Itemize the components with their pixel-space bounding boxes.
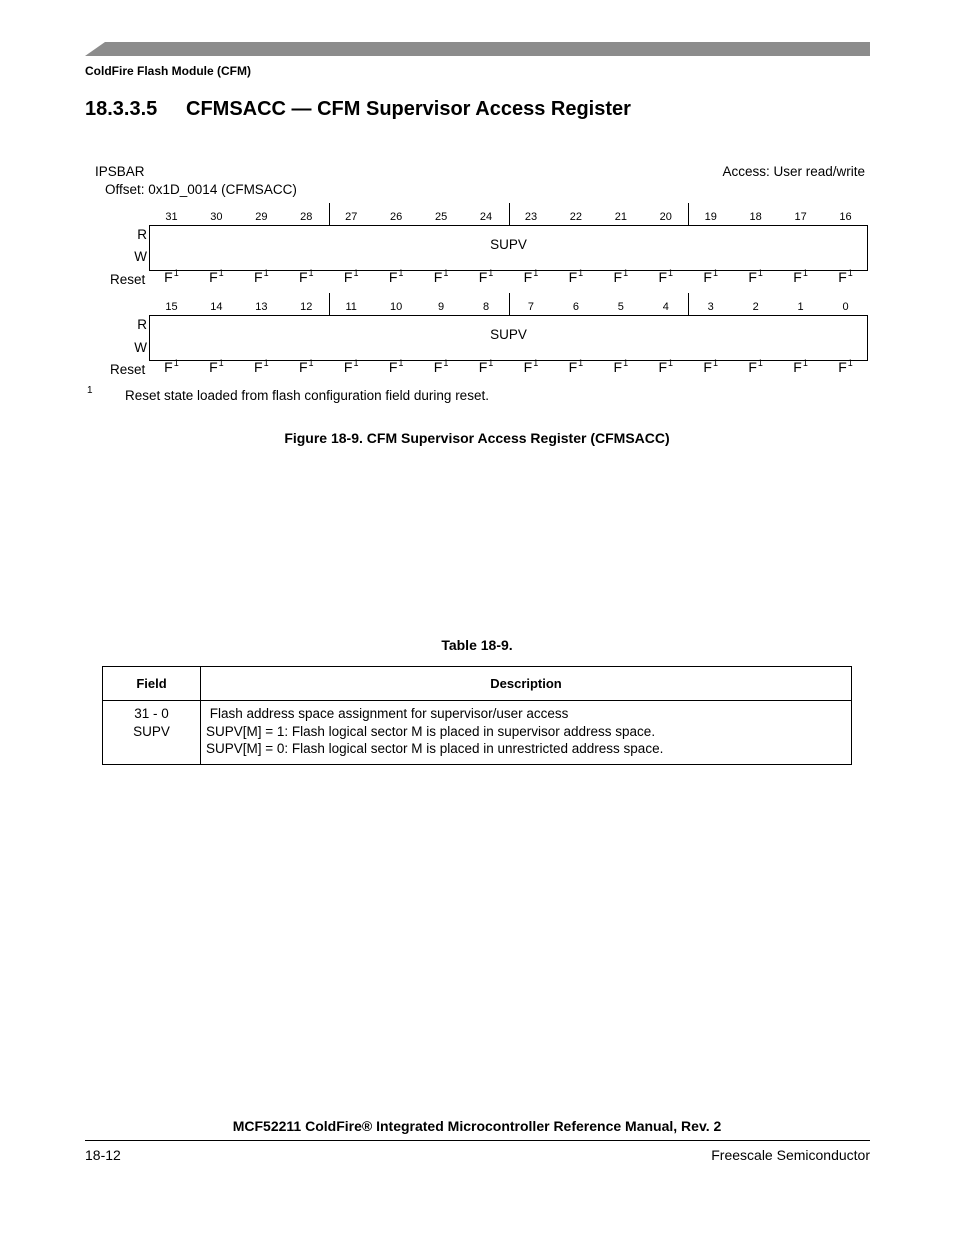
reset-footnote-ref: 1 [712, 358, 719, 368]
lower-register-box [149, 315, 868, 361]
lower-field-supv: SUPV [490, 327, 527, 342]
bit-number: 4 [662, 301, 669, 313]
nibble-divider [509, 293, 510, 315]
reset-value [793, 359, 808, 375]
reset-footnote-ref: 1 [353, 358, 359, 368]
reset-value-text: F [793, 359, 802, 375]
bit-number: 15 [165, 301, 178, 313]
bit-number: 21 [614, 211, 627, 223]
reset-footnote-ref: 1 [533, 358, 539, 368]
reset-value [658, 359, 673, 375]
reset-value [524, 359, 539, 375]
reset-value-text: F [298, 359, 308, 375]
reset-footnote-ref: 1 [443, 358, 449, 368]
bit-number: 19 [704, 211, 717, 223]
table-header-row [103, 667, 852, 701]
bit-number: 0 [842, 301, 849, 313]
reset-value [658, 269, 673, 285]
reset-value-text: F [523, 269, 533, 285]
reset-value [569, 269, 584, 285]
reset-footnote-ref: 1 [218, 358, 224, 368]
reset-value-text: F [748, 359, 757, 375]
reset-value [254, 359, 269, 375]
reset-footnote-ref: 1 [443, 268, 449, 278]
reset-footnote-ref: 1 [623, 358, 629, 368]
reset-value [389, 269, 404, 285]
reset-value [344, 359, 359, 375]
reset-footnote-ref: 1 [623, 268, 629, 278]
lower-reset-label: Reset [110, 362, 146, 377]
nibble-divider [509, 203, 510, 225]
upper-field-supv: SUPV [490, 237, 527, 252]
reset-value-text: F [658, 269, 668, 285]
reset-value-text: F [568, 269, 578, 285]
reset-value-text: F [388, 359, 398, 375]
description-line: SUPV[M] = 0: Flash logical sector M is placed in unrestricted address space. [206, 741, 664, 756]
bit-number: 23 [524, 211, 538, 223]
bit-number: 18 [749, 211, 762, 223]
reset-footnote-ref: 1 [398, 268, 404, 278]
reset-value [209, 359, 224, 375]
reset-value-text: F [209, 359, 218, 375]
bit-number: 12 [300, 301, 313, 313]
write-label-lower: W [134, 340, 147, 355]
header-bar [85, 42, 870, 56]
section-title [85, 98, 631, 121]
bit-number: 28 [300, 211, 313, 223]
bit-number: 14 [210, 301, 223, 313]
reset-footnote-ref: 1 [353, 268, 359, 278]
description-line: Flash address space assignment for supervisor/user access [206, 706, 569, 721]
reset-footnote-ref: 1 [308, 358, 314, 368]
bit-number: 6 [572, 301, 579, 313]
register-access: Access: User read/write [722, 164, 865, 179]
reset-value-text: F [523, 359, 533, 375]
reset-footnote-ref: 1 [802, 358, 808, 368]
reset-value-text: F [658, 359, 668, 375]
reset-footnote-ref: 1 [668, 358, 674, 368]
reset-footnote-ref: 1 [308, 268, 314, 278]
reset-footnote-ref: 1 [712, 268, 719, 278]
reset-footnote-ref: 1 [668, 268, 674, 278]
reset-footnote-ref: 1 [847, 268, 853, 278]
field-name: SUPV [133, 723, 170, 739]
reset-value [164, 359, 179, 375]
description-cell [201, 701, 852, 765]
reset-value-text: F [838, 359, 847, 375]
footnote-marker: 1 [87, 385, 93, 396]
reset-value-text: F [343, 269, 353, 285]
section-number: 18.3.3.5 [85, 98, 158, 120]
figure-caption: Figure 18-9. CFM Supervisor Access Register (CFMSACC) [284, 430, 670, 446]
reset-value [703, 269, 718, 285]
nibble-divider [329, 293, 330, 315]
reset-value [344, 269, 359, 285]
write-label: W [134, 249, 147, 264]
reset-footnote-ref: 1 [533, 268, 539, 278]
upper-register-box [149, 225, 868, 271]
reset-footnote-ref: 1 [488, 358, 494, 368]
reset-footnote-ref: 1 [802, 268, 808, 278]
bit-number: 20 [659, 211, 672, 223]
reset-value [479, 269, 494, 285]
reset-footnote-ref: 1 [218, 268, 224, 278]
reset-value [254, 269, 269, 285]
nibble-divider [688, 203, 689, 225]
footnote-text: Reset state loaded from flash configuration field during reset. [125, 388, 489, 403]
reset-value [299, 359, 314, 375]
reset-value-text: F [254, 269, 263, 285]
bit-number: 3 [707, 301, 714, 313]
reset-value-text: F [433, 359, 443, 375]
reset-value-text: F [748, 269, 757, 285]
reset-value-text: F [164, 269, 173, 285]
bit-number: 27 [345, 211, 358, 223]
register-base: IPSBAR [95, 164, 145, 179]
field-cell [103, 701, 201, 765]
upper-reset-label: Reset [110, 272, 146, 287]
register-offset: Offset: 0x1D_0014 (CFMSACC) [105, 182, 297, 197]
bit-number: 7 [527, 301, 535, 313]
reset-value [434, 269, 449, 285]
reset-value-text: F [478, 269, 488, 285]
reset-value [164, 269, 179, 285]
read-label: R [137, 227, 147, 242]
description-line: SUPV[M] = 1: Flash logical sector M is placed in supervisor address space. [206, 723, 656, 739]
bit-number: 5 [617, 301, 624, 313]
reset-value [209, 269, 224, 285]
reset-value [299, 269, 314, 285]
bit-number: 2 [752, 301, 759, 313]
bit-number: 26 [390, 211, 403, 223]
reset-footnote-ref: 1 [488, 268, 494, 278]
nibble-divider [688, 293, 689, 315]
bit-number: 1 [797, 301, 804, 313]
reset-value [389, 359, 404, 375]
bit-number: 30 [210, 211, 223, 223]
reset-footnote-ref: 1 [757, 358, 763, 368]
bit-number: 13 [255, 301, 268, 313]
table-row [103, 701, 852, 765]
table-title: Table 18-9. [441, 637, 513, 653]
bit-number: 9 [438, 301, 445, 313]
reset-value [748, 359, 763, 375]
bit-number: 16 [839, 211, 852, 223]
bit-number: 31 [165, 211, 178, 223]
bit-number: 25 [434, 211, 448, 223]
reset-footnote-ref: 1 [847, 358, 853, 368]
reset-value-text: F [388, 269, 398, 285]
reset-value-text: F [209, 269, 218, 285]
reset-footnote-ref: 1 [757, 268, 763, 278]
bit-number: 8 [482, 301, 490, 313]
reset-footnote-ref: 1 [578, 268, 584, 278]
page-number: 18-12 [85, 1147, 121, 1163]
reset-value-text: F [793, 269, 802, 285]
reset-value [793, 269, 808, 285]
header-description: Description [201, 667, 852, 701]
reset-footnote-ref: 1 [398, 358, 404, 368]
footer-title: MCF52211 ColdFire® Integrated Microcontroller Reference Manual, Rev. 2 [232, 1118, 722, 1134]
description-table [102, 666, 852, 765]
bit-number: 11 [345, 301, 357, 313]
header-field: Field [103, 667, 201, 701]
reset-value [434, 359, 449, 375]
bit-number: 17 [794, 211, 807, 223]
reset-value [614, 359, 629, 375]
footer-rule [85, 1140, 870, 1141]
bit-number: 22 [569, 211, 583, 223]
reset-value [479, 359, 494, 375]
reset-footnote-ref: 1 [263, 358, 269, 368]
reset-footnote-ref: 1 [173, 358, 179, 368]
reset-value [838, 359, 853, 375]
reset-footnote-ref: 1 [173, 268, 179, 278]
reset-value [748, 269, 763, 285]
reset-value-text: F [478, 359, 488, 375]
reset-footnote-ref: 1 [263, 268, 269, 278]
bit-number: 24 [479, 211, 493, 223]
reset-value [524, 269, 539, 285]
field-bits: 31 - 0 [134, 706, 169, 721]
reset-value-text: F [298, 269, 308, 285]
reset-value-text: F [703, 359, 712, 375]
reset-value [838, 269, 853, 285]
reset-value-text: F [164, 359, 173, 375]
reset-value-text: F [703, 269, 712, 285]
reset-value-text: F [343, 359, 353, 375]
reset-footnote-ref: 1 [578, 358, 584, 368]
reset-value-text: F [254, 359, 263, 375]
reset-value [569, 359, 584, 375]
running-head: ColdFire Flash Module (CFM) [85, 64, 251, 78]
reset-value-text: F [613, 359, 623, 375]
read-label-lower: R [137, 317, 147, 332]
bit-number: 10 [390, 301, 403, 313]
reset-value [614, 269, 629, 285]
publisher: Freescale Semiconductor [711, 1147, 870, 1163]
reset-value-text: F [433, 269, 443, 285]
reset-value-text: F [568, 359, 578, 375]
reset-value-text: F [838, 269, 847, 285]
nibble-divider [329, 203, 330, 225]
bit-number: 29 [255, 211, 268, 223]
reset-value-text: F [613, 269, 623, 285]
section-heading: CFMSACC — CFM Supervisor Access Register [186, 98, 631, 120]
reset-value [703, 359, 718, 375]
